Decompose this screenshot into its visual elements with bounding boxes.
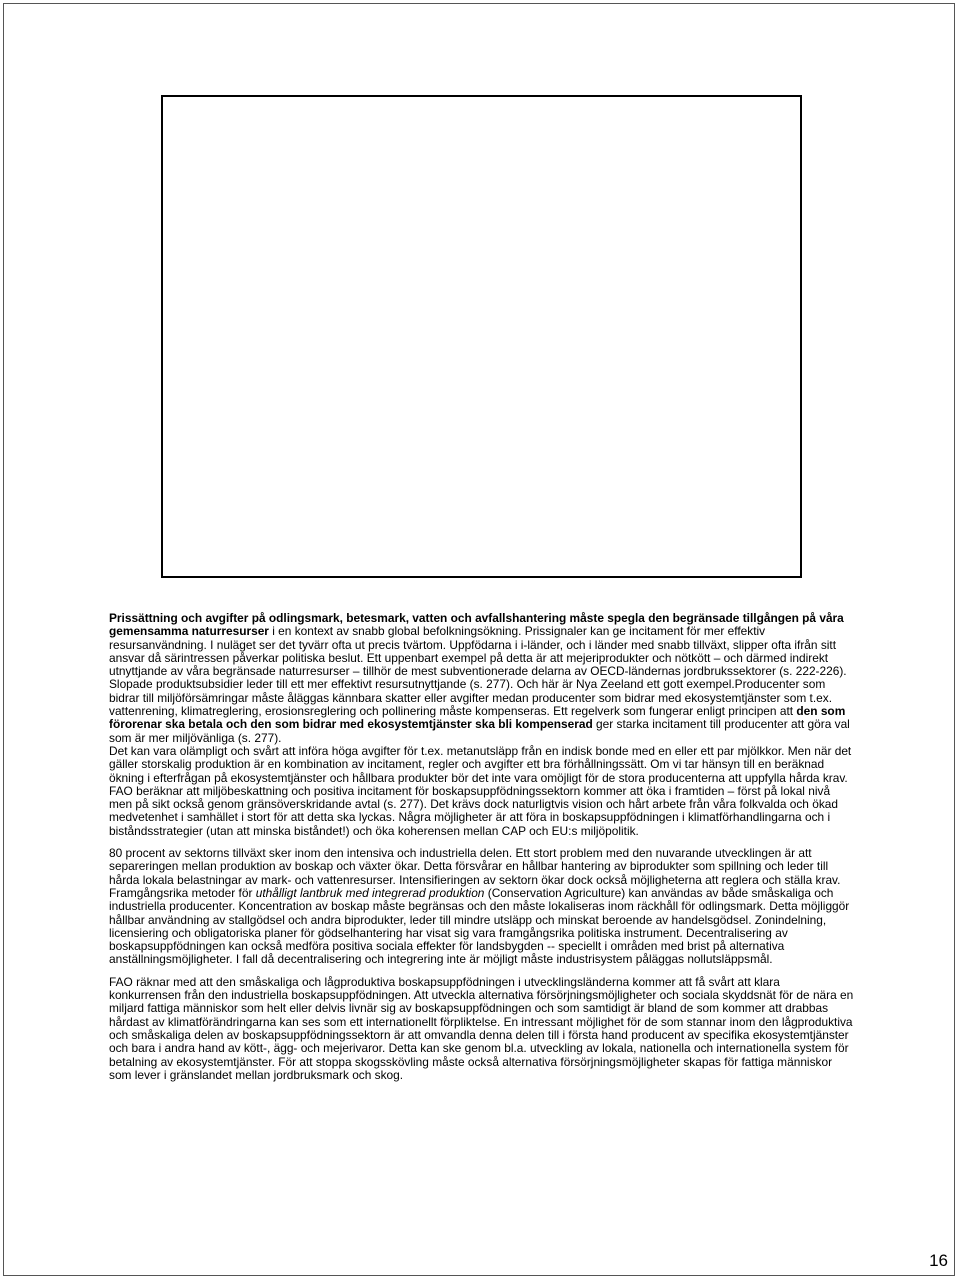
text-segment: den som förorenar ska betala och den som bidrar med ekosystemtjänster ska bli kompenserad xyxy=(109,704,846,732)
body-text xyxy=(109,612,855,1091)
paragraph-1 xyxy=(109,612,855,745)
text-segment: uthålligt lantbruk med integrerad produktion xyxy=(255,885,485,900)
text-segment: 80 procent av sektorns tillväxt sker inom den intensiva och industriella delen. Ett stort problem med den nuvarande utvecklingen är att separeringen mellan produktion av boskap och växter ökar. Detta försvårar en hållbar hantering av biprodukter som spillning och leder till hårda lokala belastningar av mark- och vattenresurser. Intensifieringen av sektorn ökar dock också möjligheterna att reglera och ställa krav. Framgångsrika metoder för xyxy=(109,846,841,900)
paragraph-4 xyxy=(109,976,855,1082)
paragraph-2 xyxy=(109,745,855,838)
text-segment: i en kontext av snabb global befolkningsökning. Prissignaler kan ge incitament för mer effektiv resursanvändning. I nuläget ser det tyvärr ofta ut precis tvärtom. Uppfödarna i i-länder, och i länder med snabb tillväxt, slipper ofta ifrån sitt ansvar då särintressen påverkar politiska beslut. Ett uppenbart exempel på detta är att mejeriprodukter och nötkött – och därmed indirekt utnyttjande av våra begränsade naturresurser – tillhör de mest subventionerade delarna av OECD-ländernas jordbrukssektorer (s. 222-226). Slopade produktsubsidier leder till ett mer effektivt resursutnyttjande (s. 277). Och här är Nya Zeeland ett gott exempel.Producenter som bidrar till miljöförsämringar måste åläggas kännbara skatter eller avgifter medan producenter som bidrar med ekosystemtjänster som t.ex. vattenrening, klimatreglering, erosionsreglering och pollinering måste kompenseras. Ett regelverk som fungerar enligt principen att xyxy=(109,624,847,719)
text-segment: Prissättning och avgifter på odlingsmark, betesmark, vatten och avfallshantering måste spegla den begränsade tillgången på våra gemensamma naturresurser xyxy=(109,611,844,639)
text-segment: Det kan vara olämpligt och svårt att införa höga avgifter för t.ex. metanutsläpp från en indisk bonde med en eller ett par mjölkkor. Men när det gäller storskalig produktion är en kombination av incitament, regler och avgifter ett bra förhållningssätt. Om vi tar hänsyn till en beräknad ökning i efterfrågan på ekosystemtjänster och hållbara produkter bör det inte vara omöjligt för de stora producenterna att uppfylla hårda krav. FAO beräknar att miljöbeskattning och positiva incitament för boskapsuppfödningssektorn kommer att öka i framtiden – först på lokal nivå men på sikt också genom gränsöverskridande avtal (s. 277). Det krävs dock naturligtvis vision och hårt arbete från våra folkvalda och ökad medvetenhet i samhället i stort för att detta ska lyckas. Några möjligheter är att föra in boskapsuppfödningen i klimatförhandlingarna och i biståndsstrategier (utan att minska biståndet!) och öka koherensen mellan CAP och EU:s miljöpolitik. xyxy=(109,743,852,838)
page-number: 16 xyxy=(929,1251,948,1270)
text-segment: ger starka incitament till producenter att göra val som är mer miljövänliga (s. 277). xyxy=(109,717,850,745)
text-segment: FAO räknar med att den småskaliga och lågproduktiva boskapsuppfödningen i utvecklingsländerna kommer att få svårt att klara konkurrensen från den industriella boskapsuppfödningen. Att utveckla alternativa försörjningsmöjligheter och sociala skyddsnät för de nära en miljard fattiga människor som helt eller delvis livnär sig av boskapsuppfödningen och som samtidigt är bland de som kommer att drabbas hårdast av klimatförändringarna kan ses som ett internationellt förpliktelse. En intressant möjlighet för de som stannar inom den lågproduktiva och småskaliga delen av boskapsuppfödningssektorn är att omvandla denna delen till i första hand producent av specifika ekosystemtjänster och bara i andra hand av kött-, ägg- och mejerivaror. Detta kan ske genom bl.a. utveckling av lokala, nationella och internationella system för betalning av ekosystemtjänster. För att stoppa skogsskövling måste också alternativa försörjningsmöjligheter skapas för fattiga människor som lever i gränslandet mellan jordbruksmark och skog. xyxy=(109,974,854,1082)
figure-frame xyxy=(161,95,802,578)
paragraph-3 xyxy=(109,847,855,967)
text-segment: (Conservation Agriculture) kan användas av både småskaliga och industriella producenter. Koncentration av boskap måste begränsas och den måste lokaliseras inom räckhåll för odlingsmark. Detta möjliggör hållbar användning av stallgödsel och andra biprodukter, leder till mindre utsläpp och minskat beroende av handelsgödsel. Zonindelning, licensiering och obligatoriska planer för gödselhantering har visat sig vara framgångsrika politiska instrument. Decentralisering av boskapsuppfödningen kan också medföra positiva sociala effekter för landsbygden -- speciellt i områden med brist på alternativa anställningsmöjligheter. I fall då decentralisering och integrering inte är möjligt måste industrisystem påläggas nollutsläppsmål. xyxy=(109,885,850,967)
